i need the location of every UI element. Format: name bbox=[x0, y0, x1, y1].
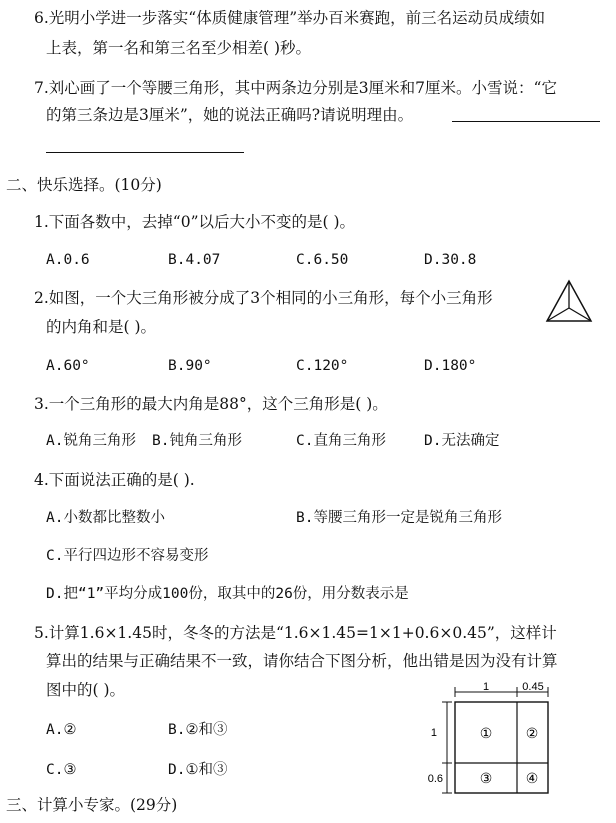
side-label-1: 1 bbox=[430, 727, 437, 739]
side-label-06: 0.6 bbox=[427, 773, 443, 785]
cell-3: ③ bbox=[479, 770, 493, 786]
s2q2-option-d[interactable]: D.180° bbox=[424, 358, 477, 374]
s2q2-line2: 的内角和是( )。 bbox=[46, 318, 157, 336]
s2q3-option-d[interactable]: D.无法确定 bbox=[424, 433, 500, 449]
s2q3-option-b[interactable]: B.钝角三角形 bbox=[152, 433, 242, 449]
s2q5-line1: 5.计算1.6×1.45时，冬冬的方法是“1.6×1.45=1×1+0.6×0.45”，这样计 bbox=[34, 624, 557, 642]
s2q5-option-c[interactable]: C.③ bbox=[46, 762, 77, 778]
s2q1-stem: 1.下面各数中，去掉“0”以后大小不变的是( )。 bbox=[34, 213, 356, 231]
q6-line1: 6.光明小学进一步落实“体质健康管理”举办百米赛跑，前三名运动员成绩如 bbox=[34, 9, 546, 27]
section3-title: 三、计算小专家。(29分) bbox=[6, 796, 178, 814]
s2q2-option-a[interactable]: A.60° bbox=[46, 358, 90, 374]
q7-line1: 7.刘心画了一个等腰三角形，其中两条边分别是3厘米和7厘米。小雪说：“它 bbox=[34, 79, 557, 97]
area-model-figure bbox=[412, 682, 562, 796]
s2q2-line1: 2.如图，一个大三角形被分成了3个相同的小三角形，每个小三角形 bbox=[34, 289, 493, 307]
q7-line2: 的第三条边是3厘米”，她的说法正确吗?请说明理由。 bbox=[46, 106, 414, 124]
q7-answer-line-2[interactable] bbox=[46, 152, 244, 153]
top-label-045: 0.45 bbox=[522, 682, 544, 693]
section2-title: 二、快乐选择。(10分) bbox=[6, 176, 162, 194]
cell-2: ② bbox=[525, 725, 539, 741]
s2q1-option-b[interactable]: B.4.07 bbox=[168, 252, 221, 268]
s2q4-stem: 4.下面说法正确的是( ). bbox=[34, 471, 195, 489]
s2q5-line3: 图中的( )。 bbox=[46, 681, 126, 699]
s2q4-option-c[interactable]: C.平行四边形不容易变形 bbox=[46, 548, 209, 564]
s2q5-option-b[interactable]: B.②和③ bbox=[168, 722, 228, 738]
s2q4-option-b[interactable]: B.等腰三角形一定是锐角三角形 bbox=[296, 510, 502, 526]
s2q3-stem: 3.一个三角形的最大内角是88°，这个三角形是( )。 bbox=[34, 395, 388, 413]
s2q1-option-a[interactable]: A.0.6 bbox=[46, 252, 90, 268]
q7-answer-line-1[interactable] bbox=[452, 121, 600, 122]
q6-line2: 上表，第一名和第三名至少相差( )秒。 bbox=[46, 39, 312, 57]
s2q5-line2: 算出的结果与正确结果不一致，请你结合下图分析，他出错是因为没有计算 bbox=[46, 652, 558, 670]
s2q3-option-a[interactable]: A.锐角三角形 bbox=[46, 433, 136, 449]
top-label-1: 1 bbox=[482, 682, 490, 693]
cell-1: ① bbox=[479, 725, 493, 741]
s2q5-option-a[interactable]: A.② bbox=[46, 722, 77, 738]
triangle-figure bbox=[544, 278, 594, 324]
s2q3-option-c[interactable]: C.直角三角形 bbox=[296, 433, 386, 449]
s2q1-option-d[interactable]: D.30.8 bbox=[424, 252, 477, 268]
cell-4: ④ bbox=[525, 770, 539, 786]
s2q4-option-d[interactable]: D.把“1”平均分成100份，取其中的26份，用分数表示是 bbox=[46, 586, 409, 602]
s2q1-option-c[interactable]: C.6.50 bbox=[296, 252, 349, 268]
s2q2-option-c[interactable]: C.120° bbox=[296, 358, 349, 374]
s2q2-option-b[interactable]: B.90° bbox=[168, 358, 212, 374]
s2q4-option-a[interactable]: A.小数都比整数小 bbox=[46, 510, 165, 526]
s2q5-option-d[interactable]: D.①和③ bbox=[168, 762, 228, 778]
